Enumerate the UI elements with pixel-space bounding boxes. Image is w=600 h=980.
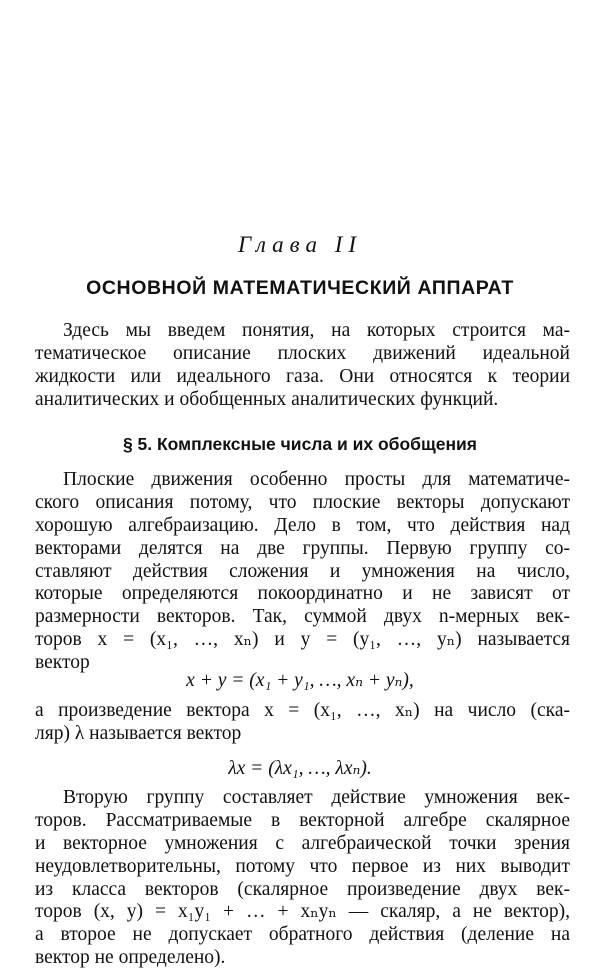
text-line: неудовлетворительны, потому что первое из них выводит	[35, 855, 570, 877]
text-line: а второе не допускает обратного действия (деление на	[35, 924, 570, 946]
text-line: ляр) λ называется вектор	[35, 722, 242, 744]
text-line: ставляют действия сложения и умножения на число,	[35, 560, 570, 582]
text-line: а произведение вектора x = (x₁, …, xₙ) на число (ска-	[35, 700, 570, 721]
text-line: Плоские движения особенно просты для математиче-	[63, 469, 570, 490]
text-line: из класса векторов (скалярное произведение двух век-	[35, 878, 570, 900]
text-line: торов. Рассматриваемые в векторной алгебре скалярное	[35, 809, 570, 831]
text-line: тематическое описание плоских движений идеальной	[35, 342, 570, 364]
text-line: размерности векторов. Так, суммой двух n-мерных век-	[35, 606, 570, 628]
text-line: Здесь мы введем понятия, на которых строится ма-	[63, 320, 570, 341]
text-line: которые определяются покоординатно и не зависят от	[35, 583, 570, 605]
text-line: торов x = (x₁, …, xₙ) и y = (y₁, …, yₙ) называется	[35, 629, 570, 651]
chapter-label: Глава II	[237, 232, 363, 257]
paragraph-1	[35, 469, 570, 675]
chapter-title: ОСНОВНОЙ МАТЕМАТИЧЕСКИЙ АППАРАТ	[86, 277, 514, 299]
text-line: аналитических и обобщенных аналитических функций.	[35, 388, 499, 410]
text-line: жидкости или идеального газа. Они относятся к теории	[35, 365, 570, 387]
text-line: торов (x, y) = x₁y₁ + … + xₙyₙ — скаляр, а не вектор),	[35, 901, 570, 923]
section-title: § 5. Комплексные числа и их обобщения	[122, 434, 478, 454]
text-line: векторами делятся на две группы. Первую группу со-	[35, 537, 570, 559]
formula-vector-sum: x + y = (x₁ + y₁, …, xₙ + yₙ),	[186, 670, 414, 691]
formula-scalar-product: λx = (λx₁, …, λxₙ).	[228, 758, 372, 779]
paragraph-2	[35, 700, 570, 746]
text-line: и векторное умножения с алгебраической точки зрения	[35, 832, 570, 854]
text-line: Вторую группу составляет действие умножения век-	[63, 787, 570, 808]
text-line: ского описания потому, что плоские векторы допускают	[35, 491, 570, 513]
text-line: вектор не определено).	[35, 947, 226, 969]
intro-paragraph	[35, 320, 570, 412]
text-line: вектор	[35, 652, 90, 674]
text-line: хорошую алгебраизацию. Дело в том, что действия над	[35, 514, 570, 536]
paragraph-3	[35, 787, 570, 970]
